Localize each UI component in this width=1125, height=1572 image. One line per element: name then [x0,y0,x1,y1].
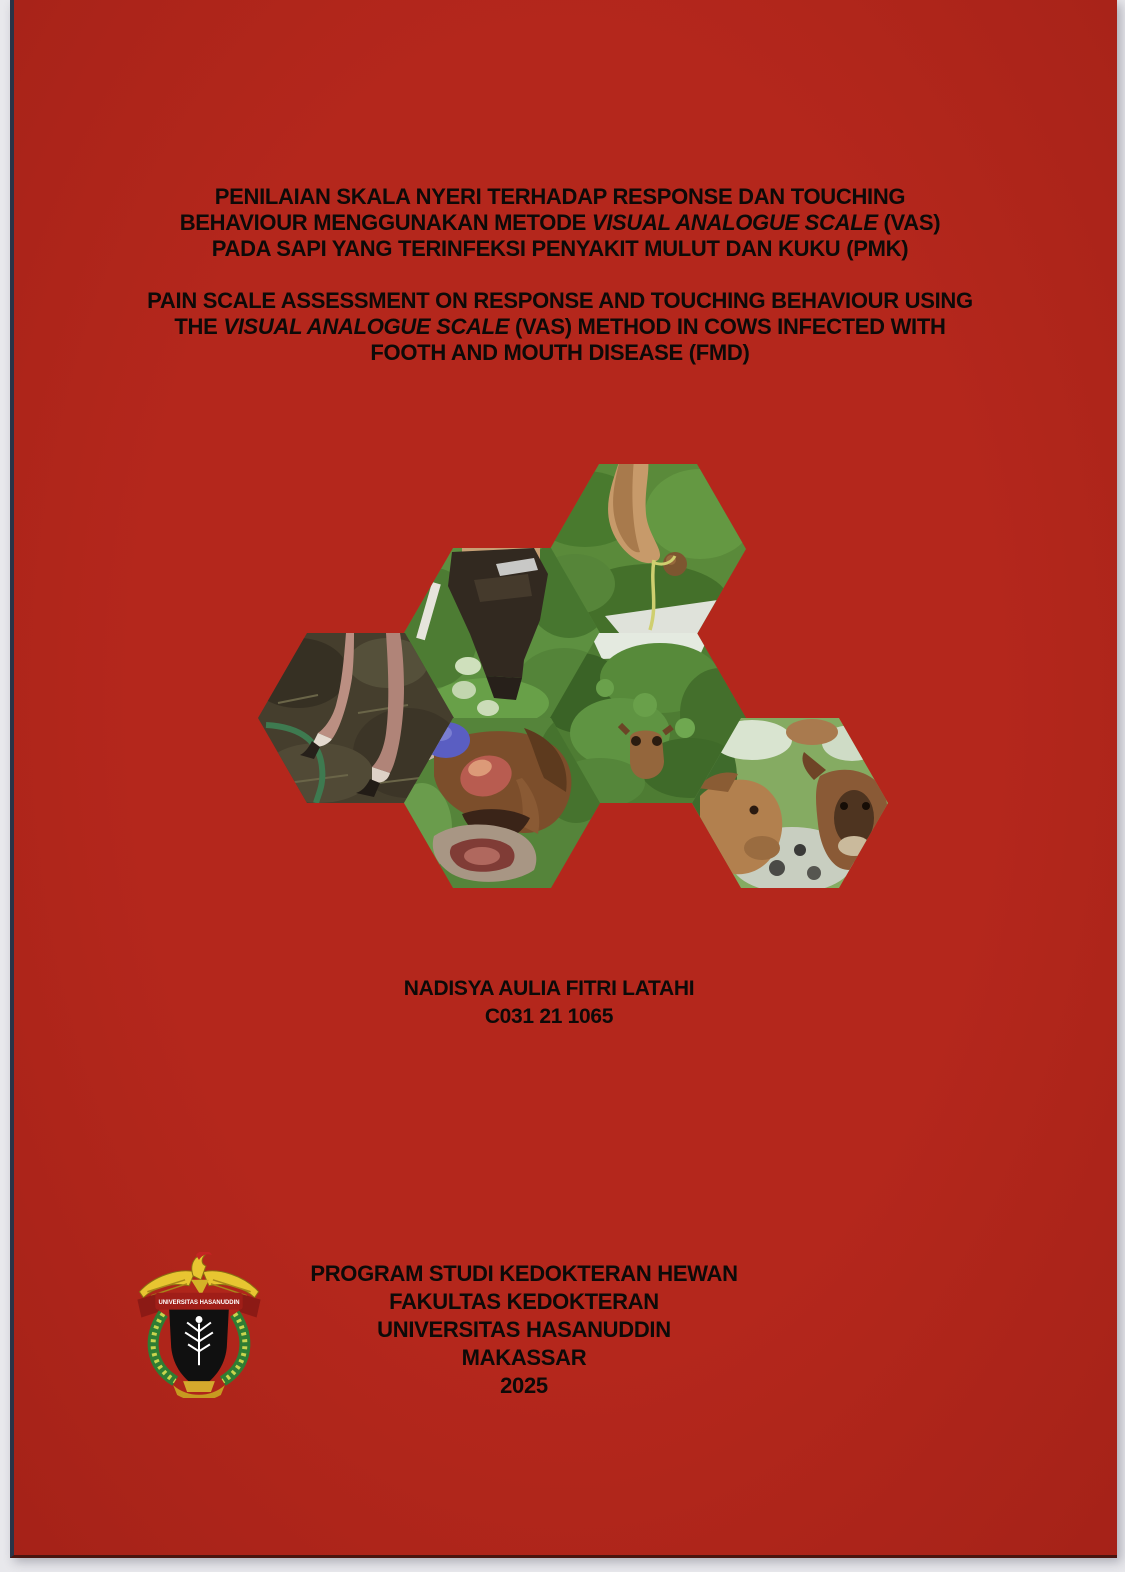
title-id-italic: VISUAL ANALOGUE SCALE [591,210,878,235]
thesis-cover-page [10,0,1117,1558]
title-id-line3: PADA SAPI YANG TERINFEKSI PENYAKIT MULUT DAN KUKU (PMK) [211,236,909,261]
author-name: NADISYA AULIA FITRI LATAHI [403,977,695,1000]
title-en-line1: PAIN SCALE ASSESSMENT ON RESPONSE AND TOUCHING BEHAVIOUR USING [147,288,973,313]
title-english [14,288,1106,366]
institution-city: MAKASSAR [461,1345,587,1370]
institution-faculty: FAKULTAS KEDOKTERAN [389,1289,659,1314]
author-student-id: C031 21 1065 [484,1005,614,1028]
title-id-line1: PENILAIAN SKALA NYERI TERHADAP RESPONSE DAN TOUCHING [214,184,906,209]
crest-banner-text: UNIVERSITAS HASANUDDIN [158,1300,240,1307]
institution-block [14,1260,1034,1400]
title-en-line3: FOOTH AND MOUTH DISEASE (FMD) [370,340,750,365]
title-id-line2: BEHAVIOUR MENGGUNAKAN METODE VISUAL ANALOGUE SCALE (VAS) [179,210,941,235]
institution-year: 2025 [500,1373,548,1398]
title-indonesian [14,184,1106,262]
institution-program: PROGRAM STUDI KEDOKTERAN HEWAN [310,1261,738,1286]
title-en-italic: VISUAL ANALOGUE SCALE [223,314,510,339]
institution-university: UNIVERSITAS HASANUDDIN [377,1317,671,1342]
author-block [14,975,1084,1031]
title-en-line2: THE VISUAL ANALOGUE SCALE (VAS) METHOD IN COWS INFECTED WITH [174,314,946,339]
